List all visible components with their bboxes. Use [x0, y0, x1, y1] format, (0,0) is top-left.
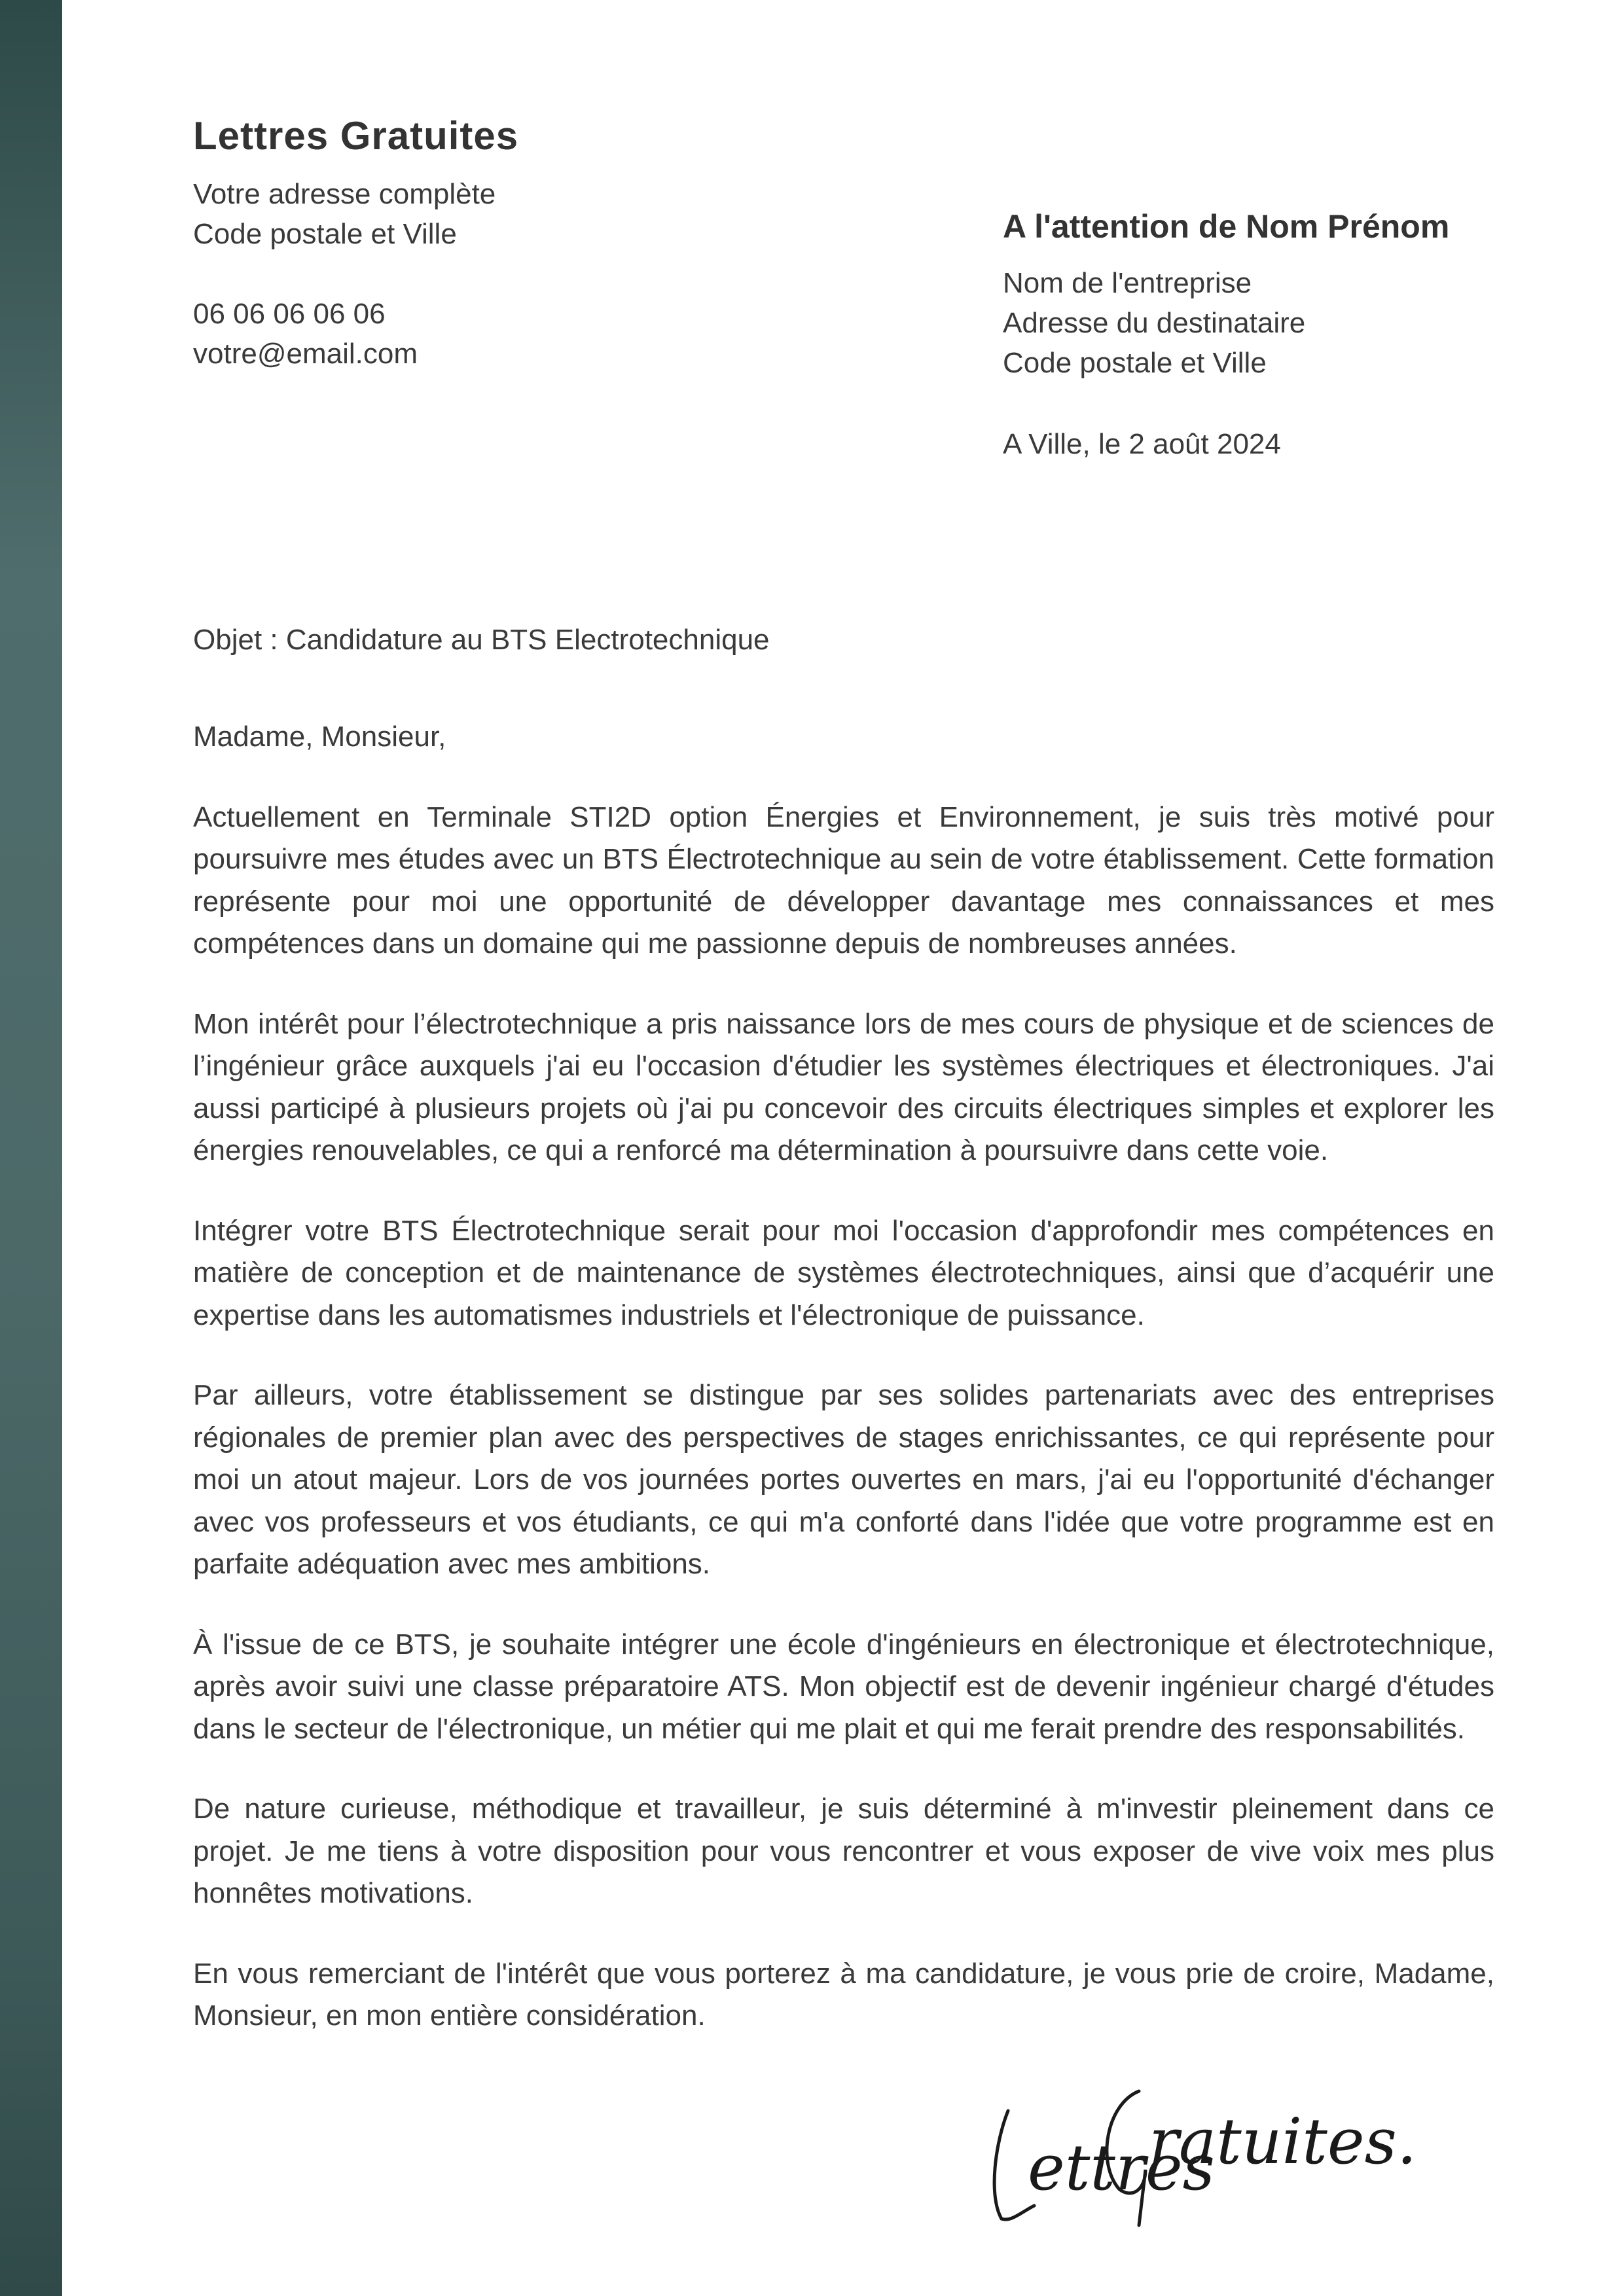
handwritten-signature — [982, 2065, 1417, 2229]
recipient-address: Adresse du destinataire — [1003, 307, 1306, 339]
recipient-company: Nom de l'entreprise — [1003, 267, 1252, 299]
letter-paragraph-3: Intégrer votre BTS Électrotechnique serait pour moi l'occasion d'approfondir mes compétences en matière de conception et de maintenance de systèmes électrotechniques, ainsi que d’acquérir une expertise dans les automatismes industriels et l'électronique de puissance. — [193, 1214, 1494, 1331]
sender-email: votre@email.com — [193, 338, 418, 370]
letter-paragraph-4: Par ailleurs, votre établissement se distingue par ses solides partenariats avec des entreprises régionales de premier plan avec des perspectives de stages enrichissantes, ce qui représente pour moi un atout majeur. Lors de vos journées portes ouvertes en mars, j'ai eu l'opportunité d'échanger avec vos professeurs et vos étudiants, ce qui m'a conforté dans l'idée que votre programme est en parfaite adéquation avec mes ambitions. — [193, 1379, 1494, 1580]
recipient-city: Code postale et Ville — [1003, 347, 1267, 379]
sender-spacer — [193, 254, 782, 294]
letter-paragraph-5: À l'issue de ce BTS, je souhaite intégrer une école d'ingénieurs en électronique et électrotechnique, après avoir suivi une classe préparatoire ATS. Mon objectif est de devenir ingénieur chargé d'études dans le secteur de l'électronique, un métier qui me plait et qui me ferait prendre des responsabilités. — [193, 1628, 1494, 1745]
signature-text-part2: ratuites. — [1149, 2105, 1417, 2178]
recipient-attention: A l'attention de Nom Prénom — [1003, 208, 1450, 245]
letter-paragraph-6: De nature curieuse, méthodique et travailleur, je suis déterminé à m'investir pleinement dans ce projet. Je me tiens à votre disposition pour vous rencontrer et vous exposer de vive voix mes plus honnêtes motivations. — [193, 1793, 1494, 1909]
letter-body — [193, 716, 1494, 2075]
recipient-spacer — [1003, 383, 1592, 424]
sender-address-line1: Votre adresse complète — [193, 178, 496, 210]
sender-details — [193, 174, 782, 374]
letter-subject: Objet : Candidature au BTS Electrotechnique — [193, 624, 770, 656]
letter-date: A Ville, le 2 août 2024 — [1003, 428, 1281, 460]
sender-block — [193, 111, 782, 374]
letter-paragraph-2: Mon intérêt pour l’électrotechnique a pris naissance lors de mes cours de physique et de sciences de l’ingénieur grâce auxquels j'ai eu l'occasion d'étudier les systèmes électriques et électroniques. J'ai aussi participé à plusieurs projets où j'ai pu concevoir des circuits électriques simples et explorer les énergies renouvelables, ce qui a renforcé ma détermination à poursuivre dans cette voie. — [193, 1007, 1494, 1166]
sender-phone: 06 06 06 06 06 — [193, 298, 386, 330]
letter-paragraph-1: Actuellement en Terminale STI2D option Énergies et Environnement, je suis très motivé pour poursuivre mes études avec un BTS Électrotechnique au sein de votre établissement. Cette formation représente pour moi une opportunité de développer davantage mes connaissances et mes compétences dans un domaine qui me passionne depuis de nombreuses années. — [193, 800, 1494, 960]
letter-paragraph-7: En vous remerciant de l'intérêt que vous porterez à ma candidature, je vous prie de croire, Madame, Monsieur, en mon entière considération. — [193, 1957, 1494, 2032]
letter-salutation: Madame, Monsieur, — [193, 721, 446, 753]
sender-address-line2: Code postale et Ville — [193, 218, 457, 250]
sender-name: Lettres Gratuites — [193, 114, 519, 158]
recipient-block — [1003, 204, 1592, 464]
recipient-details — [1003, 263, 1592, 464]
signature-graphic — [982, 2065, 1417, 2229]
signature-text-part1: ettres — [1028, 2131, 1215, 2204]
